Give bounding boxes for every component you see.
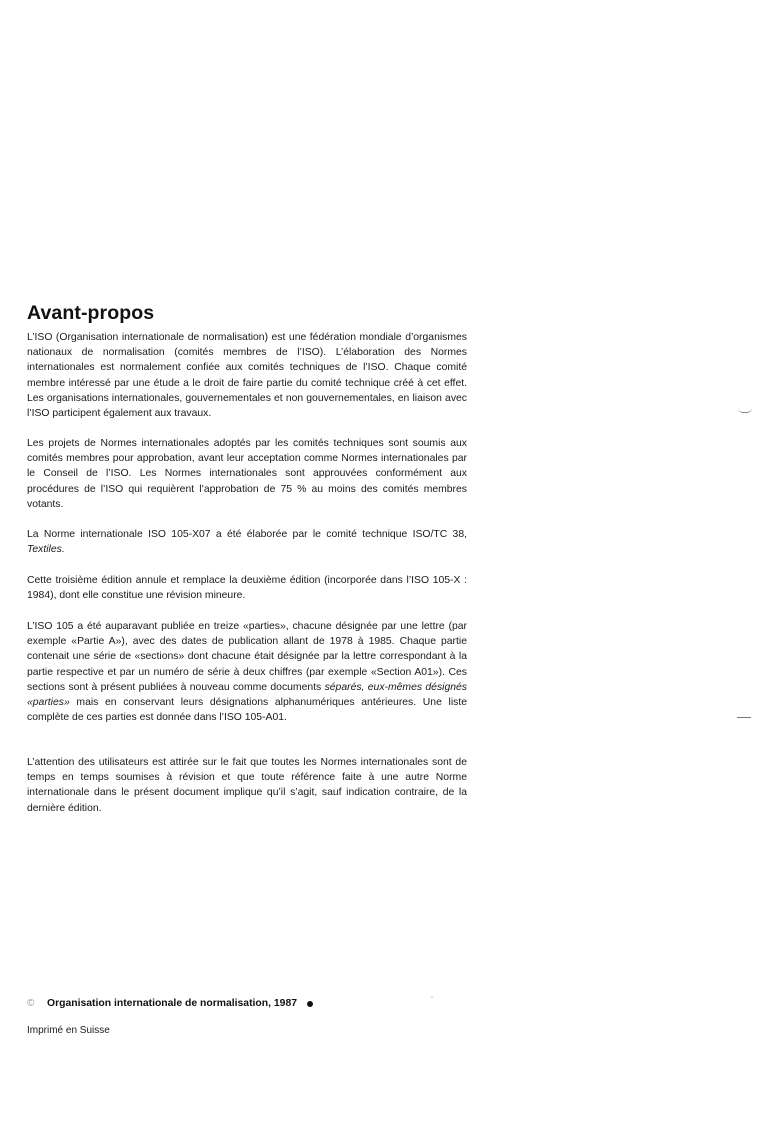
paragraph-committee	[27, 527, 467, 557]
scan-speck	[431, 996, 433, 998]
printed-in: Imprimé en Suisse	[27, 1025, 110, 1036]
paragraph-parts-history	[27, 619, 467, 725]
paragraph-approval-process: Les projets de Normes internationales adoptés par les comités techniques sont soumis aux comités membres pour approbation, avant leur acceptation comme Normes internationales par le Conseil de l’ISO. Les Normes internationales sont approuvées conformément aux procédures de l’ISO qui requièrent l’approbation de 75 % au moins des comités membres votants.	[27, 438, 467, 510]
paragraph-iso-description: L’ISO (Organisation internationale de normalisation) est une fédération mondiale d’organismes nationaux de normalisation (comités membres de l’ISO). L’élaboration des Normes internationales est normalement confiée aux comités techniques de l’ISO. Chaque comité membre intéressé par une étude a le droit de faire partie du comité technique créé à cet effet. Les organisations internationales, gouvernementales et non gouvernementales, en liaison avec l’ISO participent également aux travaux.	[27, 332, 467, 420]
copyright-line	[27, 997, 313, 1011]
parts-history-text-b: mais en conservant leurs désignations alphanumériques antérieures. Une liste complète de ces parties est donnée dans l’ISO 105-A01.	[27, 697, 467, 724]
parts-history-italic: séparés, eux-mêmes désignés «parties»	[27, 681, 467, 709]
paragraph-edition: Cette troisième édition annule et remplace la deuxième édition (incorporée dans l’ISO 105-X : 1984), dont elle constitue une révision mineure.	[27, 575, 467, 602]
paragraph-revision-notice: L’attention des utilisateurs est attirée sur le fait que toutes les Normes internationales sont de temps en temps soumises à révision et que toute référence faite à une autre Norme internationale dans le présent document implique qu’il s’agit, sauf indication contraire, de la dernière édition.	[27, 757, 467, 814]
parts-history-text-a: L’ISO 105 a été auparavant publiée en treize «parties», chacune désignée par une lettre (par exemple «Partie A»), avec des dates de publication allant de 1978 à 1985. Chaque partie contenait une série de «sections» dont chacune était désignée par la lettre correspondant à la partie respective et par un numéro de série à deux chiffres (par exemple «Section A01»). Ces sections sont à présent publiées à nouveau comme documents	[27, 621, 467, 693]
bullet-icon	[307, 1001, 313, 1007]
page-title: Avant-propos	[27, 302, 155, 324]
copyright-icon: ©	[27, 998, 35, 1009]
margin-mark	[737, 713, 751, 718]
committee-text: La Norme internationale ISO 105-X07 a été élaborée par le comité technique ISO/TC 38,	[27, 529, 467, 540]
copyright-organisation: Organisation internationale de normalisation, 1987	[47, 998, 298, 1009]
margin-mark	[738, 408, 752, 413]
committee-name: Textiles.	[27, 544, 65, 556]
